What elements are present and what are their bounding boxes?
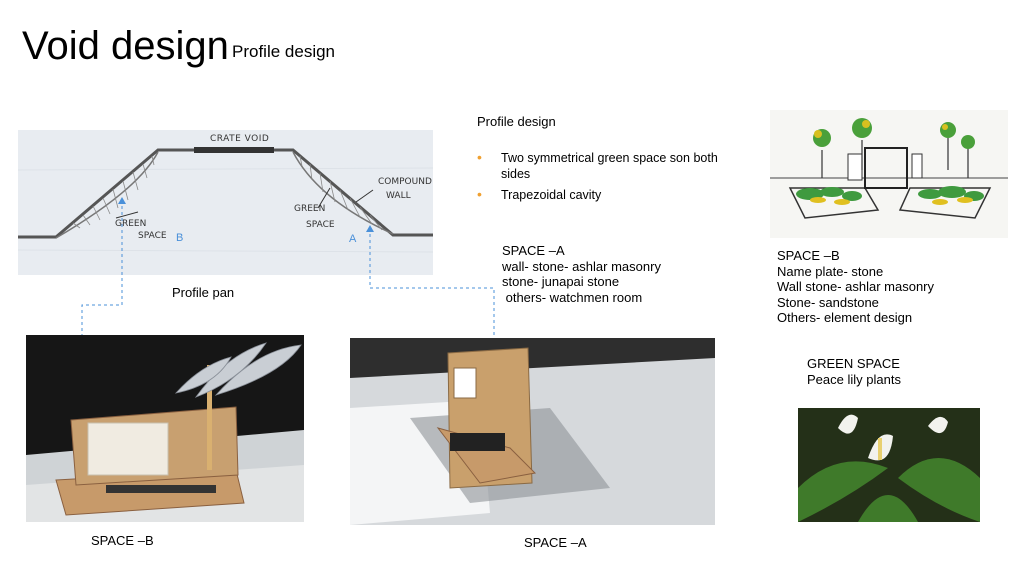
- profile-heading: Profile design: [477, 114, 556, 129]
- space-a-line: wall- stone- ashlar masonry: [502, 258, 661, 274]
- space-b-notes: [777, 248, 934, 326]
- sketch-label-green-right-2: SPACE: [306, 220, 335, 230]
- bullet-continuation: sides: [501, 166, 531, 181]
- model-b-photo: [26, 335, 304, 522]
- profile-bullet-list: [477, 151, 747, 210]
- sketch-label-green-left-2: SPACE: [138, 231, 167, 241]
- bullet-item: • Two symmetrical green space son both: [477, 149, 718, 165]
- green-space-notes: [807, 356, 901, 387]
- space-b-line: Stone- sandstone: [777, 294, 879, 310]
- sketch-label-green-left-1: GREEN: [115, 219, 147, 229]
- marker-a: A: [349, 233, 357, 245]
- marker-b: B: [176, 232, 184, 244]
- profile-sketch-image: [18, 130, 433, 275]
- caption-model-b: SPACE –B: [91, 533, 154, 548]
- space-a-notes: [502, 243, 661, 305]
- green-space-line: GREEN SPACE: [807, 356, 900, 371]
- sketch-caption: Profile pan: [172, 285, 235, 300]
- sketch-label-crate-void: CRATE VOID: [210, 134, 270, 144]
- page-title: Void design: [22, 24, 229, 68]
- space-a-line: others- watchmen room: [502, 289, 643, 305]
- bullet-dot-icon: •: [477, 149, 482, 165]
- peace-lily-photo: [798, 408, 980, 522]
- green-space-line: Peace lily plants: [807, 371, 901, 387]
- space-b-line: Name plate- stone: [777, 263, 884, 279]
- sketch-label-green-right-1: GREEN: [294, 204, 326, 214]
- space-b-line: Wall stone- ashlar masonry: [777, 279, 935, 294]
- space-b-sketch-image: [770, 110, 1008, 238]
- sketch-label-wall: WALL: [386, 191, 411, 201]
- sketch-label-compound: COMPOUND: [378, 177, 432, 187]
- space-a-line: stone- junapai stone: [502, 274, 620, 289]
- caption-model-a: SPACE –A: [524, 535, 587, 550]
- bullet-item: • Trapezoidal cavity: [477, 186, 602, 202]
- page-subtitle: Profile design: [232, 42, 336, 61]
- space-a-line: SPACE –A: [502, 243, 565, 258]
- space-b-line: SPACE –B: [777, 248, 840, 263]
- bullet-dot-icon: •: [477, 186, 482, 202]
- model-a-photo: [350, 338, 715, 525]
- space-b-line: Others- element design: [777, 310, 913, 325]
